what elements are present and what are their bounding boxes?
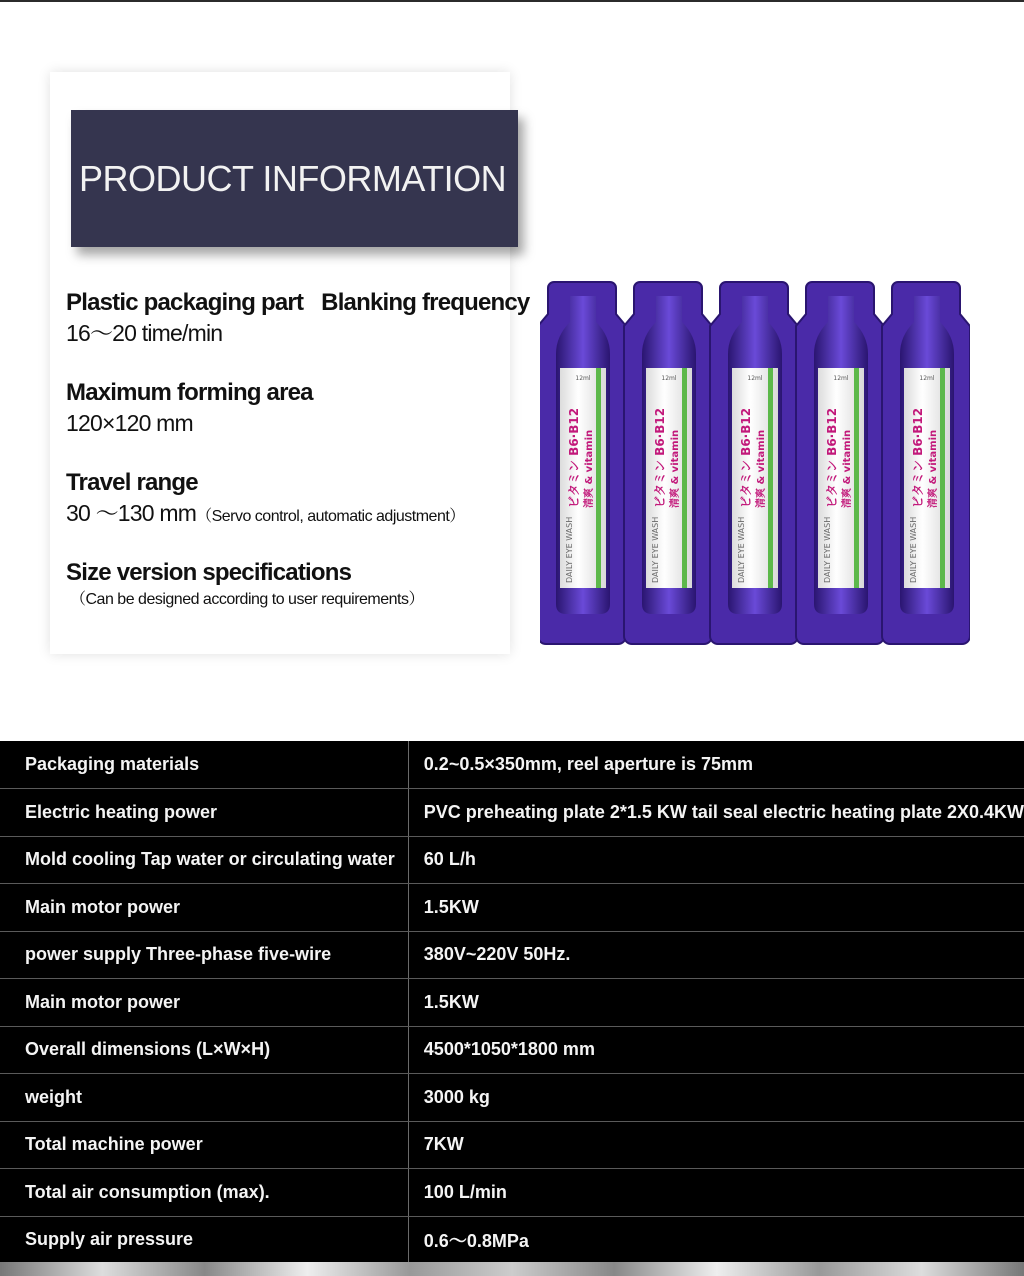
table-row: [0, 1121, 1024, 1169]
spec-blanking-frequency: [66, 288, 529, 348]
row-label: Supply air pressure: [0, 1216, 408, 1264]
row-label: Mold cooling Tap water or circulating water: [0, 836, 408, 884]
label-volume: 12ml: [919, 375, 935, 382]
row-label: Electric heating power: [0, 789, 408, 837]
row-label: Total machine power: [0, 1121, 408, 1169]
label-brand: DAILY EYE WASH: [651, 516, 660, 583]
label-volume: 12ml: [833, 375, 849, 382]
spec-value: [66, 498, 465, 532]
bottom-decor-strip: [0, 1262, 1024, 1276]
label-sub: 清爽 & vitamin: [670, 429, 681, 508]
row-label: Main motor power: [0, 979, 408, 1027]
label-product: ビタミン B6·B12: [911, 407, 925, 508]
spec-title: [66, 288, 529, 318]
table-row: [0, 741, 1024, 789]
spec-value: 16～20 time/min: [66, 320, 223, 346]
spec-size-version: [66, 558, 424, 612]
table-row: [0, 1074, 1024, 1122]
spec-title-part-a: Plastic packaging part: [66, 289, 304, 316]
spec-value-main: 30 ～130 mm: [66, 500, 197, 526]
spec-title: Travel range: [66, 469, 198, 496]
row-value: 1.5KW: [408, 979, 1024, 1027]
row-value: 60 L/h: [408, 836, 1024, 884]
label-sub: 清爽 & vitamin: [756, 429, 767, 508]
table-row: [0, 1026, 1024, 1074]
row-value: 0.2~0.5×350mm, reel aperture is 75mm: [408, 741, 1024, 789]
row-value: 0.6～0.8MPa: [408, 1216, 1024, 1264]
label-volume: 12ml: [747, 375, 763, 382]
row-value: 4500*1050*1800 mm: [408, 1026, 1024, 1074]
table-row: [0, 1169, 1024, 1217]
ampoule: [624, 282, 712, 644]
row-label: weight: [0, 1074, 408, 1122]
label-brand: DAILY EYE WASH: [823, 516, 832, 583]
label-sub: 清爽 & vitamin: [928, 429, 939, 508]
spec-forming-area: [66, 378, 313, 438]
spec-title: Maximum forming area: [66, 379, 313, 406]
row-label: Packaging materials: [0, 741, 408, 789]
title-banner: [71, 110, 518, 247]
label-brand: DAILY EYE WASH: [565, 516, 574, 583]
ampoule: [710, 282, 798, 644]
table-row: [0, 836, 1024, 884]
top-rule: [0, 0, 1024, 2]
label-sub: 清爽 & vitamin: [842, 429, 853, 508]
label-volume: 12ml: [661, 375, 677, 382]
row-label: power supply Three-phase five-wire: [0, 931, 408, 979]
row-value: 7KW: [408, 1121, 1024, 1169]
label-brand: DAILY EYE WASH: [909, 516, 918, 583]
table-row: [0, 931, 1024, 979]
label-brand: DAILY EYE WASH: [737, 516, 746, 583]
ampoule: [796, 282, 884, 644]
label-product: ビタミン B6·B12: [567, 407, 581, 508]
table-row: [0, 1216, 1024, 1264]
row-value: 1.5KW: [408, 884, 1024, 932]
label-product: ビタミン B6·B12: [825, 407, 839, 508]
table-row: [0, 884, 1024, 932]
spec-note: （Servo control, automatic adjustment）: [196, 508, 465, 525]
spec-travel-range: [66, 468, 465, 532]
table-row: [0, 789, 1024, 837]
table-row: [0, 979, 1024, 1027]
row-value: 380V~220V 50Hz.: [408, 931, 1024, 979]
row-value: PVC preheating plate 2*1.5 KW tail seal electric heating plate 2X0.4KW: [408, 789, 1024, 837]
spec-title: Size version specifications: [66, 559, 352, 586]
spec-value: 120×120 mm: [66, 410, 193, 436]
ampoule: [540, 282, 626, 644]
spec-note: （Can be designed according to user requirements）: [70, 591, 424, 608]
spec-title-part-b: Blanking frequency: [321, 289, 530, 316]
ampoule: [882, 282, 970, 644]
spec-table: [0, 741, 1024, 1264]
ampoule-blister-image: [540, 278, 970, 652]
row-label: Total air consumption (max).: [0, 1169, 408, 1217]
row-label: Overall dimensions (L×W×H): [0, 1026, 408, 1074]
row-value: 3000 kg: [408, 1074, 1024, 1122]
label-product: ビタミン B6·B12: [653, 407, 667, 508]
label-volume: 12ml: [575, 375, 591, 382]
label-product: ビタミン B6·B12: [739, 407, 753, 508]
row-value: 100 L/min: [408, 1169, 1024, 1217]
page-title: PRODUCT INFORMATION: [79, 158, 507, 199]
row-label: Main motor power: [0, 884, 408, 932]
label-sub: 清爽 & vitamin: [584, 429, 595, 508]
